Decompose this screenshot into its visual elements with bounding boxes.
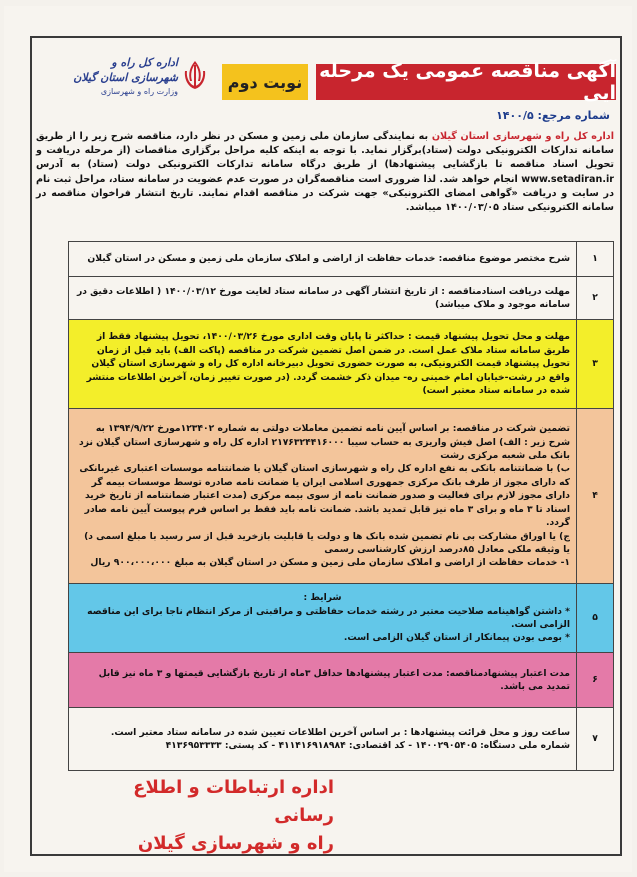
row-text (69, 708, 577, 771)
condition-item: * بومی بودن پیمانکار از استان گیلان الزامی است. (343, 632, 570, 644)
table-row (69, 320, 614, 409)
table-row (69, 708, 614, 771)
table-row (69, 242, 614, 277)
footer-line-2: راه و شهرسازی گیلان (137, 833, 334, 854)
reference-number: شماره مرجع: ۱۴۰۰/۵ (496, 109, 610, 122)
setad-link[interactable]: www.setadiran.ir (521, 173, 614, 185)
row-text (69, 584, 577, 653)
row-text: مهلت دریافت اسنادمناقصه : از تاریخ انتشار آگهی در سامانه ستاد لغایت مورخ ۱۴۰۰/۰۳/۱۲ ( اطلاعات دقیق در سامانه موجود و ملاک میباشد) (69, 277, 577, 320)
row-text: مهلت و محل تحویل پیشنهاد قیمت : حداکثر تا پایان وقت اداری مورخ ۱۴۰۰/۰۳/۲۶، تحویل پیشنهاد فقط از طریق سامانه ستاد ملاک عمل است. در ضمن اصل تضمین شرکت در مناقصه (پاکت الف) باید قبل از زمان تحویل پیشنهاد قیمت الکترونیکی، به صورت حضوری تحویل دبیرخانه اداره کل راه و شهرسازی استان گیلان واقع در رشت-خیابان امام خمینی ره- میدان ذکر خشمت گردد. (در صورت تغییر زمان، آخرین اطلاعات منتشر شده در سامانه ستاد معتبر است) (69, 320, 577, 409)
row-text (69, 409, 577, 584)
guarantee-option-b: ب) با ضمانتنامه بانکی به نفع اداره کل راه و شهرسازی استان گیلان یا ضمانتنامه موسسات اعتباری غیربانکی که دارای مجوز از طرف بانک مرکزی جمهوری اسلامی ایران یا ضمانت نامه صادره توسط موسسات بیمه گر دارای مجوز لازم برای فعالیت و صدور ضمانت نامه از سوی بیمه مرکزی (مدت اعتبار ضمانتنامه از تاریخ خرید اسناد تا ۳ ماه و برای ۳ ماه نیز قابل تمدید باشد. ضمانت نامه باید فقط بر اساس فرم پیوست آیین نامه صادر گردد. (79, 463, 570, 529)
row-text: مدت اعتبار پیشنهادمناقصه: مدت اعتبار پیشنهادها حداقل ۳ماه از تاریخ بازگشایی قیمتها و ۳ ماه نیز قابل تمدید می باشد. (69, 653, 577, 708)
org-ministry: وزارت راه و شهرسازی (100, 87, 178, 96)
table-row (69, 277, 614, 320)
table-row (69, 409, 614, 584)
guarantee-amount: ۱- خدمات حفاظت از اراضی و املاک سازمان ملی زمین و مسکن در استان گیلان به مبلغ ۹۰۰،۰۰۰،۰۰۰ ریال (90, 557, 570, 569)
tender-details-table (68, 241, 614, 771)
condition-item: * داشتن گواهینامه صلاحیت معتبر در رشته خدمات حفاظتی و مراقبتی از مرکز انتظام ناجا برای این مناقصه الزامی است. (87, 605, 570, 630)
table-row (69, 584, 614, 653)
footer-signature (74, 774, 334, 858)
conditions-heading: شرایط : (303, 592, 342, 604)
intro-paragraph (36, 130, 614, 215)
intro-org-highlight: اداره کل راه و شهرسازی استان گیلان (431, 131, 614, 142)
page (4, 6, 632, 872)
row-number: ۳ (577, 320, 614, 409)
row-number: ۵ (577, 584, 614, 653)
opening-info: ساعت روز و محل قرائت پیشنهادها : بر اساس آخرین اطلاعات تعیین شده در سامانه ستاد معتبر است. (110, 726, 570, 738)
row-number: ۱ (577, 242, 614, 277)
agency-ids: شماره ملی دستگاه: ۱۴۰۰۲۹۰۵۴۰۵ - کد اقتصادی: ۴۱۱۴۱۶۹۱۸۹۸۴ - کد پستی: ۴۱۳۶۹۵۳۳۳۳ (165, 740, 570, 751)
org-logo (64, 55, 214, 105)
row-text: شرح مختصر موضوع مناقصه: خدمات حفاظت از اراضی و املاک سازمان ملی زمین و مسکن در استان گیلان (69, 242, 577, 277)
row-number: ۴ (577, 409, 614, 584)
table-row (69, 653, 614, 708)
footer-line-1: اداره ارتباطات و اطلاع رسانی (133, 777, 334, 826)
guarantee-option-c-d: ج) یا اوراق مشارکت بی نام تضمین شده بانک ها و دولت یا قابلیت بازخرید قبل از سر رسید با مبلغ اسمی د) یا وثیقه ملکی معادل ۸۵درصد ارزش کارشناسی رسمی (84, 530, 570, 555)
row-number: ۶ (577, 653, 614, 708)
announcement-title: آگهی مناقصه عمومی یک مرحله ایی (316, 64, 616, 100)
org-name: اداره کل راه و شهرسازی استان گیلان (73, 56, 178, 84)
iran-emblem-icon (182, 59, 208, 93)
intro-text-a: به نمایندگی سازمان ملی زمین و مسکن در نظر دارد، مناقصه شرح زیر را از طریق سامانه تدارکات الکترونیکی دولت (ستاد)برگزار نماید. با توجه به اینکه کلیه مراحل برگزاری مناقصات (از مرحله دریافت و تحویل اسناد مناقصه تا بازگشایی پیشنهادها) از طریق درگاه سامانه تدارکات الکترونیکی دولت (ستاد) به آدرس (36, 131, 614, 171)
intro-text-b: انجام خواهد شد. لذا ضروری است مناقصه‌گران در صورت عدم عضویت در سامانه ستاد، مراحل ثبت نام در سایت و دریافت «گواهی امضای الکترونیکی» جهت شرکت در مناقصه اقدام نمایند. تاریخ انتشار فراخوان مناقصه در سامانه الکترونیکی ستاد ۱۴۰۰/۰۳/۰۵ میباشد. (36, 173, 614, 214)
row-number: ۲ (577, 277, 614, 320)
row-number: ۷ (577, 708, 614, 771)
round-badge: نوبت دوم (222, 64, 308, 100)
guarantee-intro: تضمین شرکت در مناقصه: بر اساس آیین نامه تضمین معاملات دولتی به شماره ۱۲۳۴۰۲مورخ ۱۳۹۴/۹/۲۲ به شرح زیر : الف) اصل فیش واریزی به حساب سیبا ۲۱۷۶۳۲۴۴۱۶۰۰۰ اداره کل راه و شهرسازی استان گیلان نزد بانک ملی شعبه مرکزی رشت (79, 423, 570, 462)
